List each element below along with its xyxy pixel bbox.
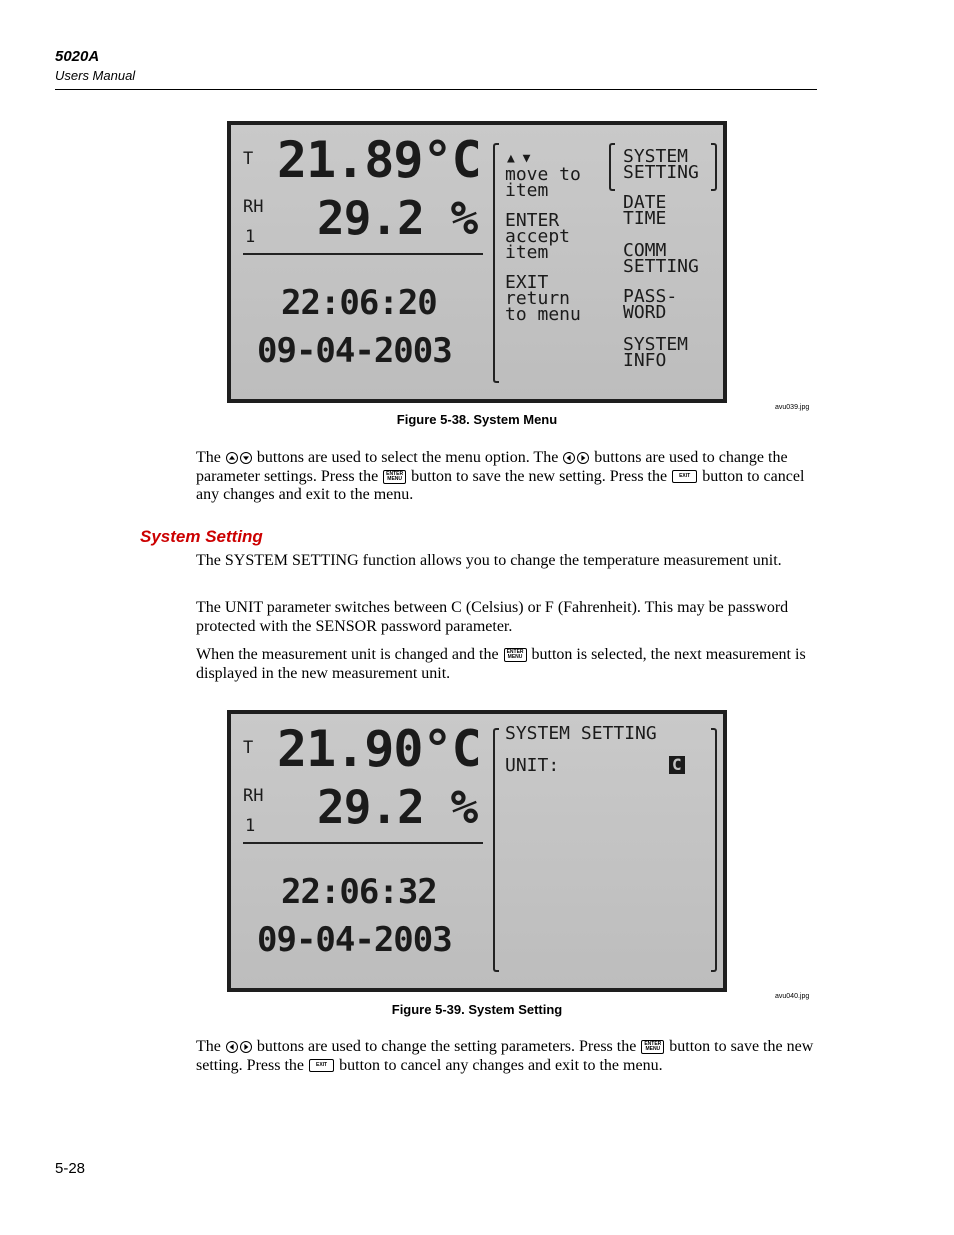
help-line: accept <box>505 226 571 247</box>
figure-caption: Figure 5-39. System Setting <box>391 1002 563 1017</box>
figure-image-id: avu040.jpg <box>775 993 810 1000</box>
left-arrow-button-icon <box>563 452 575 464</box>
text-run: button to save the new setting. Press the <box>196 1038 814 1074</box>
paragraph-unit-parameter: The UNIT parameter switches between C (Celsius) or F (Fahrenheit). This may be password protected with the SENSOR password parameter. <box>196 599 789 635</box>
menu-item-system-setting: SYSTEM <box>623 146 689 167</box>
setting-panel-left-bracket <box>493 728 499 972</box>
menu-item-date-time: DATE <box>623 192 667 213</box>
unit-value-highlight: C <box>669 756 685 774</box>
text-run: When the measurement unit is changed and the <box>196 646 499 663</box>
key-label: ENTER <box>644 1041 662 1048</box>
t-label: T <box>243 149 254 169</box>
rh-label: RH <box>243 786 264 806</box>
figure-system-setting-image <box>227 710 727 992</box>
key-label: ENTER <box>386 470 404 477</box>
paragraph-unit-change <box>196 646 826 683</box>
help-line: item <box>505 242 549 263</box>
enter-menu-key-icon <box>641 1040 664 1054</box>
help-line: ▲ ▼ <box>507 151 531 166</box>
section-heading: System Setting <box>140 527 263 546</box>
key-label: MENU <box>645 1046 661 1053</box>
paragraph-menu-buttons <box>196 449 826 505</box>
time-reading: 22:06:32 <box>281 872 437 912</box>
humidity-reading: 29.2 % <box>317 191 478 245</box>
right-arrow-button-icon <box>240 1041 252 1053</box>
rh-index: 1 <box>245 227 256 247</box>
text-run: button to cancel any changes and exit to the menu. <box>196 467 805 503</box>
text-run: buttons are used to change the setting parameters. Press the <box>256 1038 637 1055</box>
key-label: MENU <box>387 475 403 482</box>
text-run: buttons are used to change the parameter settings. Press the <box>196 449 788 485</box>
menu-item-password-2: WORD <box>623 302 667 323</box>
key-label: EXIT <box>679 473 691 480</box>
help-line: item <box>505 180 549 201</box>
help-line: to menu <box>505 304 581 325</box>
key-label: MENU <box>507 654 523 661</box>
humidity-reading: 29.2 % <box>317 780 478 834</box>
enter-menu-key-icon <box>383 470 406 484</box>
exit-key-icon <box>672 470 697 483</box>
help-line: move to <box>505 164 581 185</box>
exit-key-icon <box>309 1059 334 1072</box>
up-arrow-button-icon <box>226 452 238 464</box>
figure-system-menu-image <box>227 121 727 403</box>
figure-caption: Figure 5-38. System Menu <box>396 412 558 427</box>
menu-item-system-setting-2: SETTING <box>623 162 699 183</box>
right-arrow-button-icon <box>577 452 589 464</box>
key-label: ENTER <box>506 649 524 656</box>
menu-item-comm-setting: COMM <box>623 240 667 261</box>
lcd-divider <box>243 842 483 844</box>
rh-label: RH <box>243 197 264 217</box>
page-number: 5-28 <box>55 1160 86 1177</box>
help-panel-bracket <box>493 143 499 383</box>
temperature-reading: 21.89°C <box>277 131 481 189</box>
enter-menu-key-icon <box>504 648 527 662</box>
help-line: return <box>505 288 571 309</box>
down-arrow-button-icon <box>240 452 252 464</box>
rh-index: 1 <box>245 816 256 836</box>
paragraph-system-setting-intro: The SYSTEM SETTING function allows you to change the temperature measurement unit. <box>196 552 782 569</box>
time-reading: 22:06:20 <box>281 283 437 323</box>
text-run: button to cancel any changes and exit to the menu. <box>339 1056 663 1074</box>
help-line: ENTER <box>505 210 560 231</box>
text-run: button to save the new setting. Press the <box>411 467 668 485</box>
menu-selection-left-bracket <box>609 143 615 191</box>
menu-item-password: PASS- <box>623 286 678 307</box>
text-run: button is selected, the next measurement is displayed in the new measurement unit. <box>196 646 806 682</box>
date-reading: 09-04-2003 <box>257 920 452 960</box>
setting-panel-title: SYSTEM SETTING <box>505 723 657 744</box>
menu-item-date-time-2: TIME <box>623 208 667 229</box>
header-rule <box>55 89 817 90</box>
text-run: The <box>196 1038 221 1055</box>
text-run: The <box>196 449 221 466</box>
setting-panel-right-bracket <box>711 728 717 972</box>
unit-label: UNIT: <box>505 755 560 776</box>
t-label: T <box>243 738 254 758</box>
document-title: 5020A <box>55 48 100 65</box>
lcd-divider <box>243 253 483 255</box>
key-label: EXIT <box>316 1062 328 1069</box>
paragraph-setting-buttons <box>196 1038 826 1075</box>
text-run: buttons are used to select the menu option. The <box>256 449 559 466</box>
date-reading: 09-04-2003 <box>257 331 452 371</box>
document-subtitle: Users Manual <box>55 68 136 83</box>
left-arrow-button-icon <box>226 1041 238 1053</box>
menu-item-system-info: SYSTEM <box>623 334 689 355</box>
menu-item-system-info-2: INFO <box>623 350 667 371</box>
temperature-reading: 21.90°C <box>277 720 481 778</box>
menu-item-comm-setting-2: SETTING <box>623 256 699 277</box>
figure-image-id: avu039.jpg <box>775 404 810 411</box>
help-line: EXIT <box>505 272 549 293</box>
menu-selection-right-bracket <box>711 143 717 191</box>
